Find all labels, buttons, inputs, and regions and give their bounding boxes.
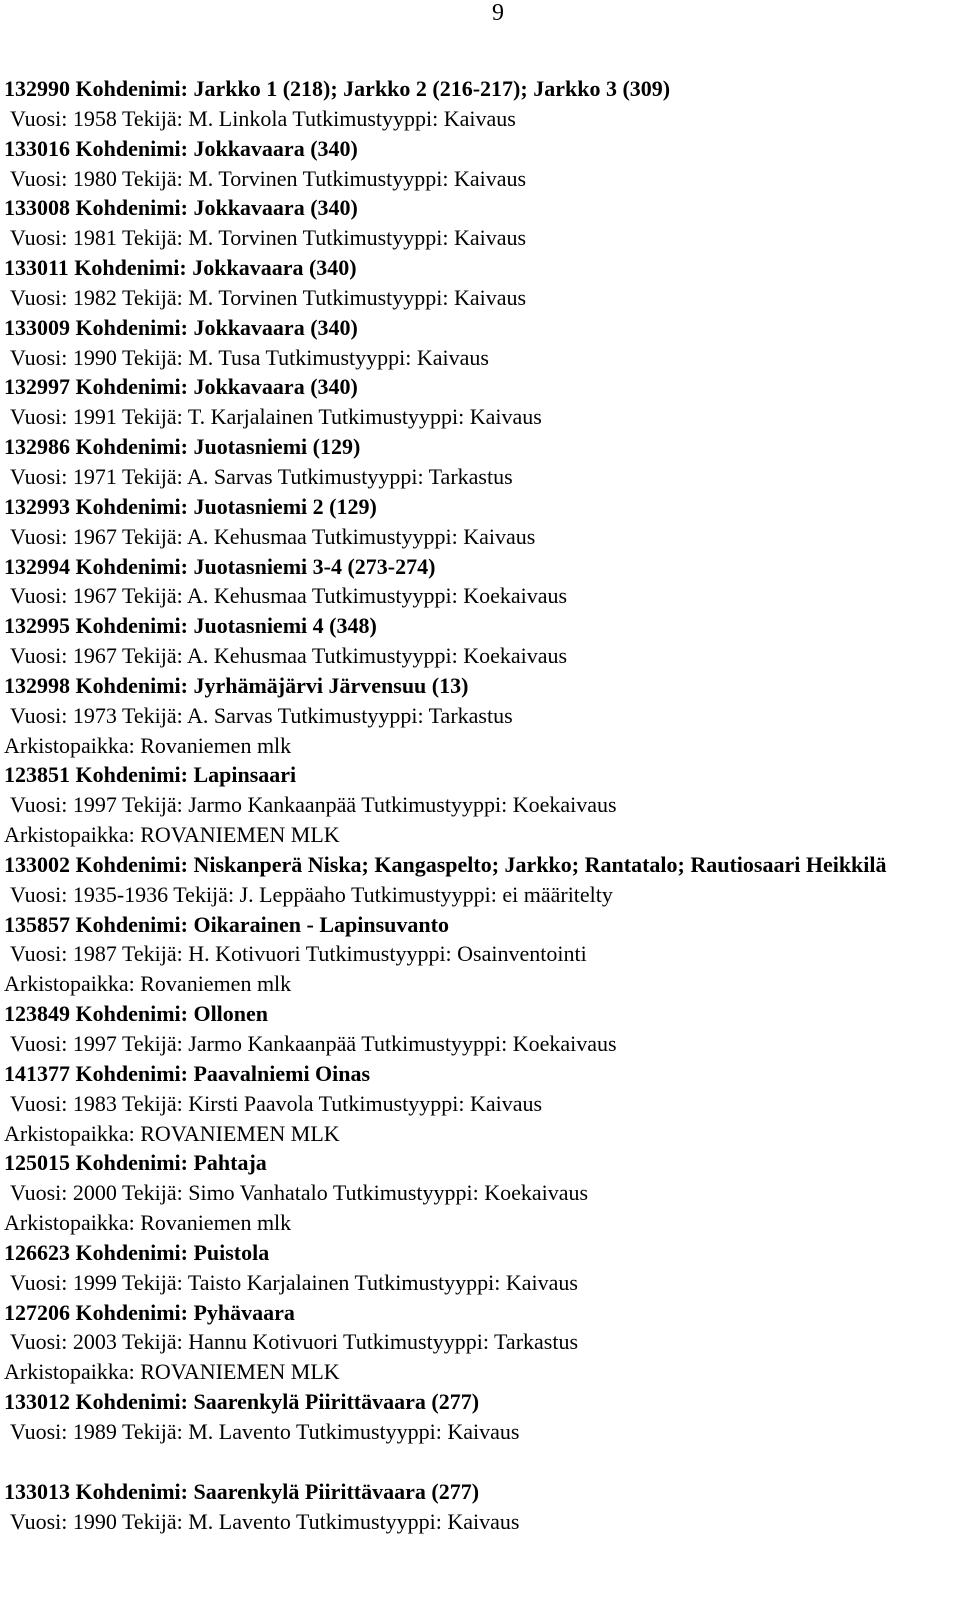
entry-title: 132993 Kohdenimi: Juotasniemi 2 (129) [4,493,377,519]
entry-details: Vuosi: 1987 Tekijä: H. Kotivuori Tutkimustyyppi: Osainventointi [10,941,587,967]
archive-location: Arkistopaikka: Rovaniemen mlk [4,1210,292,1236]
entry-title: 133008 Kohdenimi: Jokkavaara (340) [4,195,358,221]
entry-title: 133013 Kohdenimi: Saarenkylä Piirittävaara (277) [4,1478,480,1504]
entry-title: 126623 Kohdenimi: Puistola [4,1239,270,1265]
entry-title: 135857 Kohdenimi: Oikarainen - Lapinsuvanto [4,911,449,937]
blank-line [4,1447,956,1477]
entry-details: Vuosi: 1971 Tekijä: A. Sarvas Tutkimustyyppi: Tarkastus [10,463,513,489]
entry-title: 132998 Kohdenimi: Jyrhämäjärvi Järvensuu (13) [4,672,469,698]
entry-details: Vuosi: 1983 Tekijä: Kirsti Paavola Tutkimustyyppi: Kaivaus [10,1090,543,1116]
entry-title: 133012 Kohdenimi: Saarenkylä Piirittävaara (277) [4,1389,480,1415]
entry-title: 125015 Kohdenimi: Pahtaja [4,1150,267,1176]
entry-title: 132997 Kohdenimi: Jokkavaara (340) [4,374,358,400]
entry-details: Vuosi: 1980 Tekijä: M. Torvinen Tutkimustyyppi: Kaivaus [10,165,527,191]
entry-title: 133016 Kohdenimi: Jokkavaara (340) [4,135,358,161]
entry-title: 133009 Kohdenimi: Jokkavaara (340) [4,314,358,340]
entry-title: 133011 Kohdenimi: Jokkavaara (340) [4,255,357,281]
archive-location: Arkistopaikka: ROVANIEMEN MLK [4,1359,340,1385]
archive-location: Arkistopaikka: ROVANIEMEN MLK [4,822,340,848]
entry-details: Vuosi: 1967 Tekijä: A. Kehusmaa Tutkimustyyppi: Koekaivaus [10,643,568,669]
entry-details: Vuosi: 1967 Tekijä: A. Kehusmaa Tutkimustyyppi: Kaivaus [10,523,536,549]
entry-title: 123851 Kohdenimi: Lapinsaari [4,762,297,788]
entry-title: 132990 Kohdenimi: Jarkko 1 (218); Jarkko 2 (216-217); Jarkko 3 (309) [4,76,671,101]
entry-details: Vuosi: 1991 Tekijä: T. Karjalainen Tutkimustyyppi: Kaivaus [10,404,542,430]
archive-location: Arkistopaikka: Rovaniemen mlk [4,971,292,997]
entry-title: 133002 Kohdenimi: Niskanperä Niska; Kangaspelto; Jarkko; Rantatalo; Rautiosaari Heikkilä [4,851,887,877]
entry-details: Vuosi: 1935-1936 Tekijä: J. Leppäaho Tutkimustyyppi: ei määritelty [10,881,613,907]
entry-details: Vuosi: 1999 Tekijä: Taisto Karjalainen Tutkimustyyppi: Kaivaus [10,1269,578,1295]
entry-title: 127206 Kohdenimi: Pyhävaara [4,1299,295,1325]
entry-details: Vuosi: 1997 Tekijä: Jarmo Kankaanpää Tutkimustyyppi: Koekaivaus [10,1031,617,1056]
entry-title: 141377 Kohdenimi: Paavalniemi Oinas [4,1060,371,1086]
entry-title: 132994 Kohdenimi: Juotasniemi 3-4 (273-274) [4,553,436,579]
entry-title: 132995 Kohdenimi: Juotasniemi 4 (348) [4,613,377,639]
entry-details: Vuosi: 1958 Tekijä: M. Linkola Tutkimustyyppi: Kaivaus [10,105,516,131]
entry-details: Vuosi: 1982 Tekijä: M. Torvinen Tutkimustyyppi: Kaivaus [10,284,527,310]
entry-details: Vuosi: 2003 Tekijä: Hannu Kotivuori Tutkimustyyppi: Tarkastus [10,1329,579,1355]
archive-location: Arkistopaikka: Rovaniemen mlk [4,732,292,758]
entry-details: Vuosi: 1997 Tekijä: Jarmo Kankaanpää Tutkimustyyppi: Koekaivaus [10,792,617,818]
entry-details: Vuosi: 1990 Tekijä: M. Lavento Tutkimustyyppi: Kaivaus [10,1508,520,1534]
entry-details: Vuosi: 1981 Tekijä: M. Torvinen Tutkimustyyppi: Kaivaus [10,225,527,251]
page-number: 9 [492,0,504,26]
archive-location: Arkistopaikka: ROVANIEMEN MLK [4,1120,340,1146]
entry-title: 132986 Kohdenimi: Juotasniemi (129) [4,434,361,460]
entry-details: Vuosi: 1990 Tekijä: M. Tusa Tutkimustyyppi: Kaivaus [10,344,489,370]
entry-details: Vuosi: 1967 Tekijä: A. Kehusmaa Tutkimustyyppi: Koekaivaus [10,583,568,609]
entry-details: Vuosi: 2000 Tekijä: Simo Vanhatalo Tutkimustyyppi: Koekaivaus [10,1180,589,1206]
entry-title: 123849 Kohdenimi: Ollonen [4,1001,269,1027]
entry-details: Vuosi: 1989 Tekijä: M. Lavento Tutkimustyyppi: Kaivaus [10,1418,520,1444]
entry-list [4,74,956,1536]
entry-details: Vuosi: 1973 Tekijä: A. Sarvas Tutkimustyyppi: Tarkastus [10,702,513,728]
